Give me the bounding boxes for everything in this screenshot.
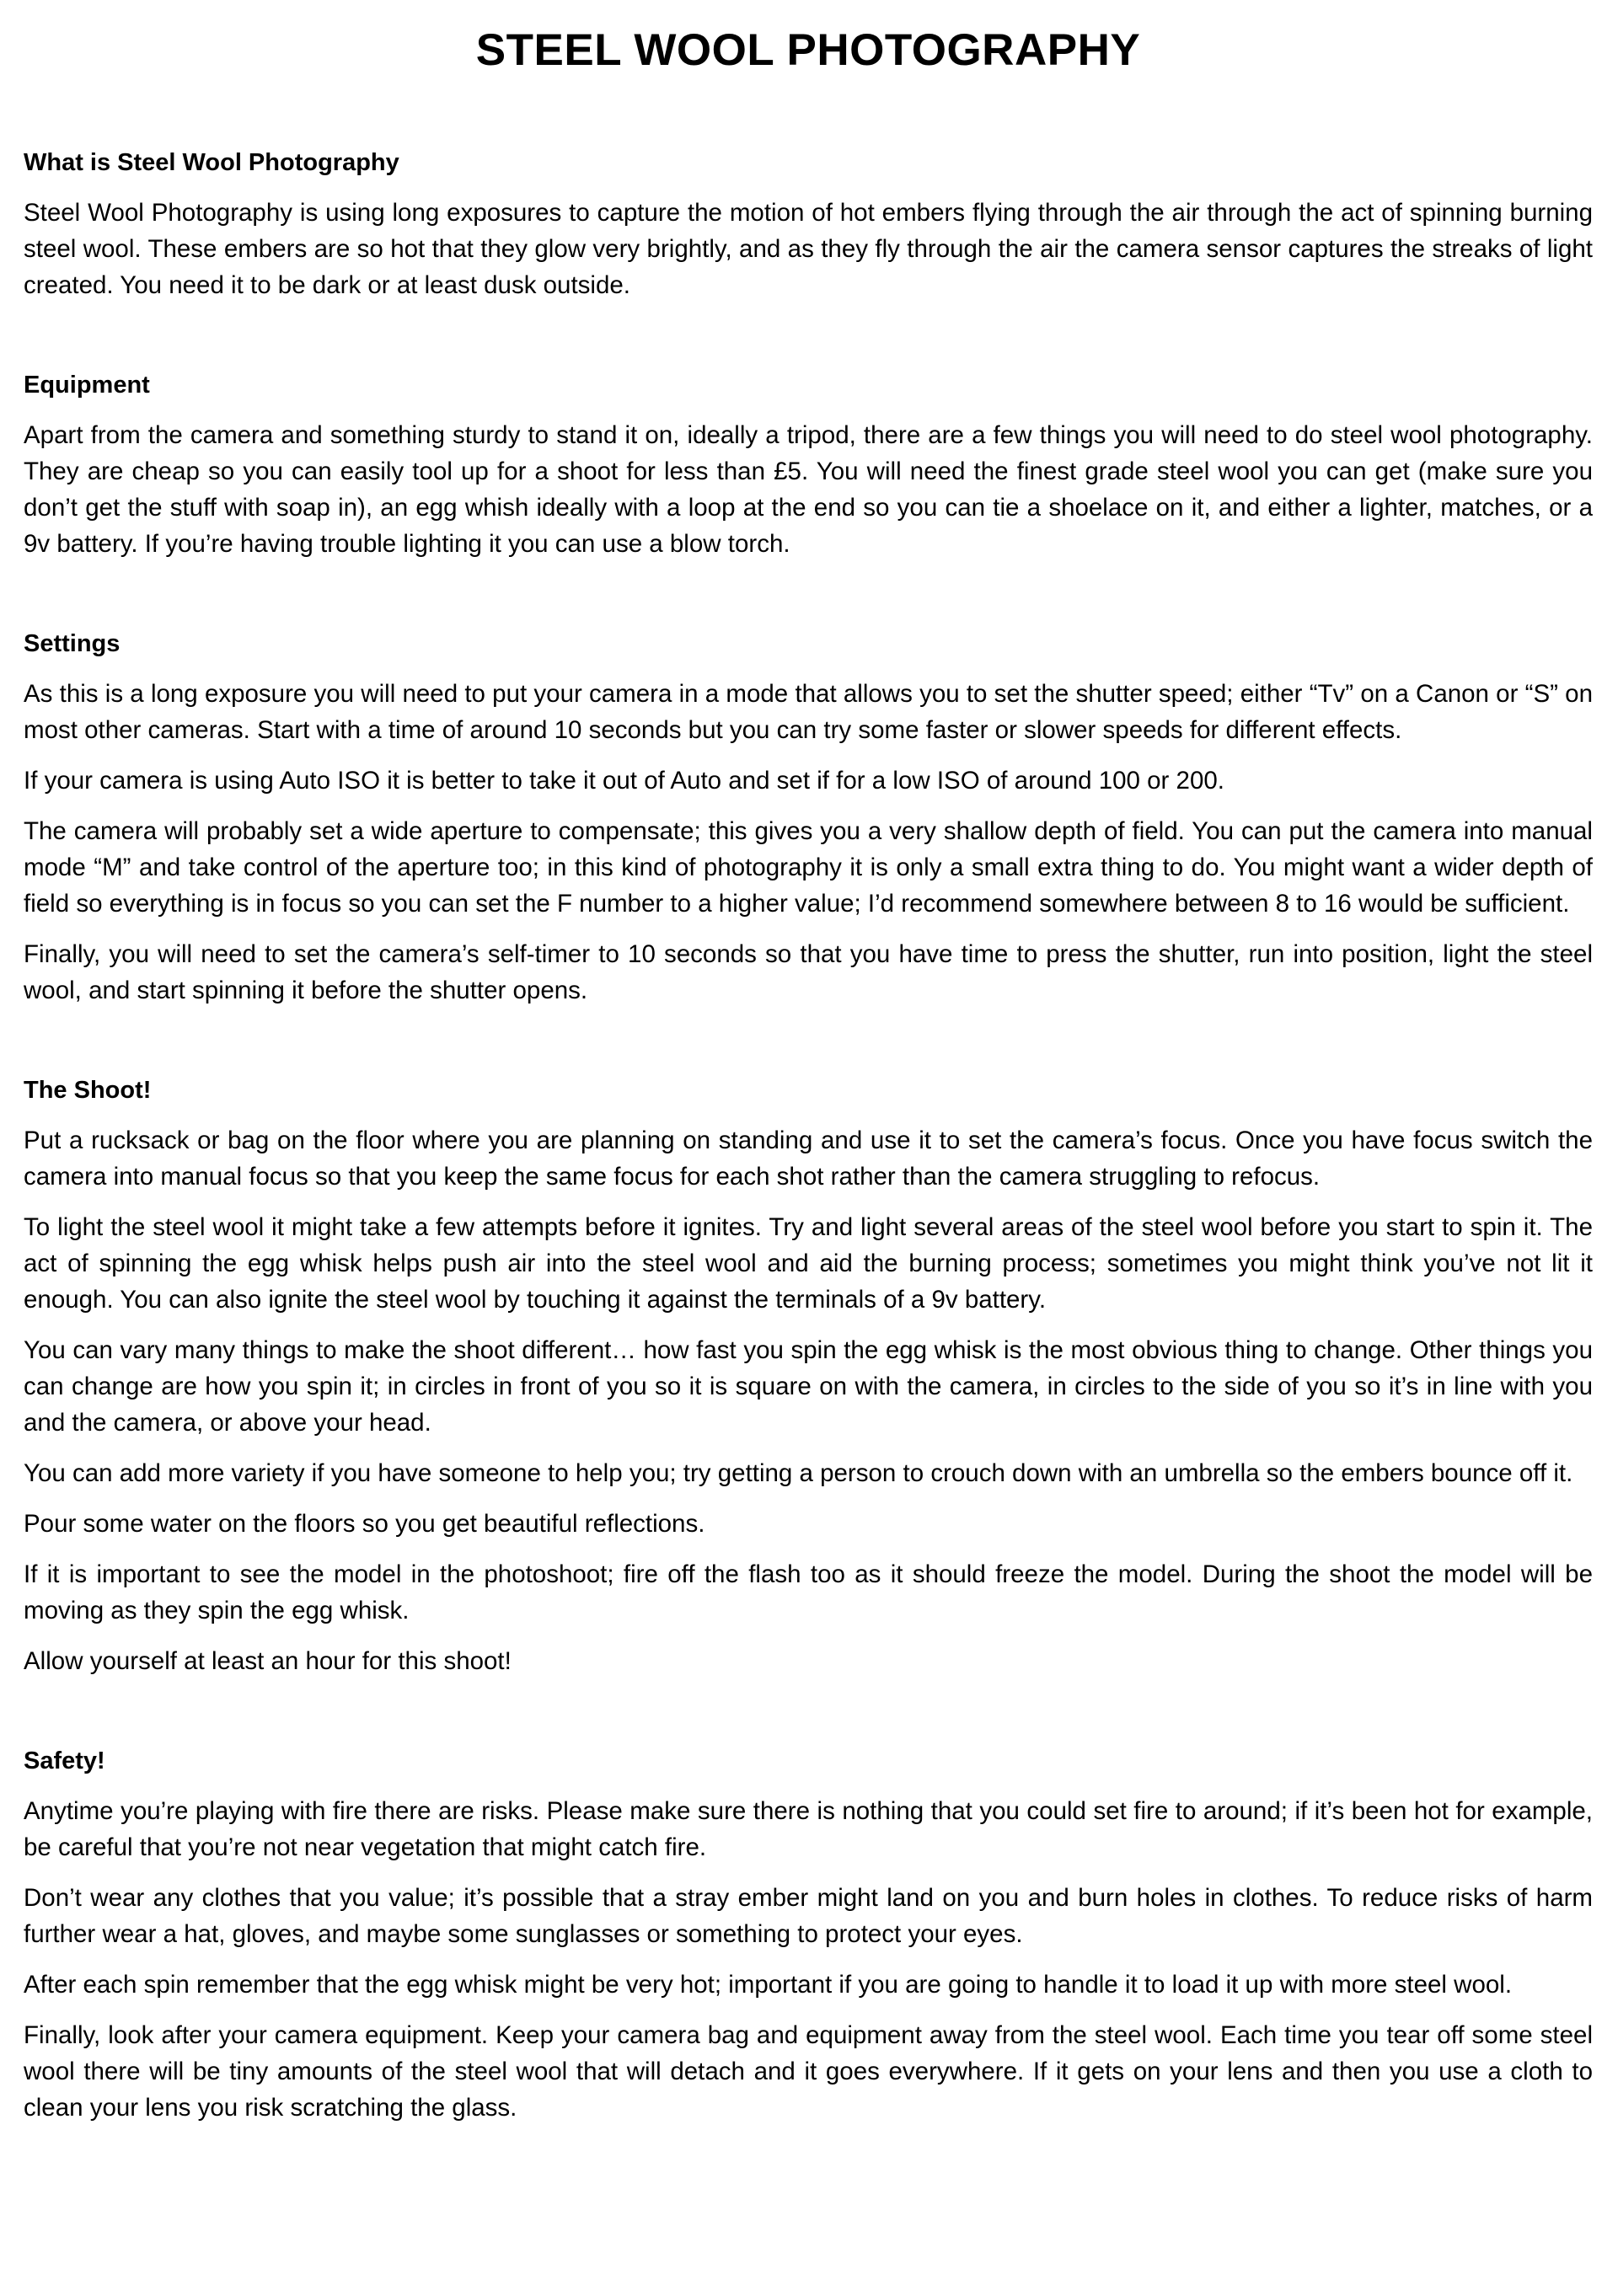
paragraph: The camera will probably set a wide aperture to compensate; this gives you a very shallow depth of field. You can put the camera into manual mode “M” and take control of the aperture too; in this kind of photography it is only a small extra thing to do. You might want a wider depth of field so everything is in focus so you can set the F number to a higher value; I’d recommend somewhere between 8 to 16 would be sufficient.: [24, 817, 1593, 918]
document-title: STEEL WOOL PHOTOGRAPHY: [475, 25, 1141, 75]
paragraph: Pour some water on the floors so you get beautiful reflections.: [24, 1510, 705, 1538]
paragraph: Anytime you’re playing with fire there are risks. Please make sure there is nothing that you could set fire to around; if it’s been hot for example, be careful that you’re not near vegetation that might catch fire.: [24, 1797, 1593, 1861]
paragraph: Steel Wool Photography is using long exposures to capture the motion of hot embers flying through the air through the act of spinning burning steel wool. These embers are so hot that they glow very brightly, and as they fly through the air the camera sensor captures the streaks of light created. You need it to be dark or at least dusk outside.: [24, 199, 1593, 299]
paragraph: If your camera is using Auto ISO it is better to take it out of Auto and set if for a low ISO of around 100 or 200.: [24, 767, 1224, 795]
paragraph: As this is a long exposure you will need to put your camera in a mode that allows you to set the shutter speed; either “Tv” on a Canon or “S” on most other cameras. Start with a time of around 10 seconds but you can try some faster or slower speeds for different effects.: [24, 680, 1593, 744]
section-safety: [24, 1743, 1593, 2126]
paragraph: You can vary many things to make the shoot different… how fast you spin the egg whisk is the most obvious thing to change. Other things you can change are how you spin it; in circles in front of you so it is square on with the camera, in circles to the side of you so it’s in line with you and the camera, or above your head.: [24, 1336, 1593, 1437]
paragraph: You can add more variety if you have someone to help you; try getting a person to crouch down with an umbrella so the embers bounce off it.: [24, 1459, 1573, 1487]
paragraph: To light the steel wool it might take a few attempts before it ignites. Try and light several areas of the steel wool before you start to spin it. The act of spinning the egg whisk helps push air into the steel wool and aid the burning process; sometimes you might think you’ve not lit it enough. You can also ignite the steel wool by touching it against the terminals of a 9v battery.: [24, 1213, 1593, 1314]
section-heading: The Shoot!: [24, 1077, 152, 1104]
paragraph: If it is important to see the model in the photoshoot; fire off the flash too as it should freeze the model. During the shoot the model will be moving as they spin the egg whisk.: [24, 1560, 1593, 1624]
paragraph: Finally, you will need to set the camera’s self-timer to 10 seconds so that you have time to press the shutter, run into position, light the steel wool, and start spinning it before the shutter opens.: [24, 940, 1593, 1004]
section-heading: Equipment: [24, 372, 150, 399]
paragraph: After each spin remember that the egg whisk might be very hot; important if you are going to handle it to load it up with more steel wool.: [24, 1971, 1513, 1999]
section-equipment: [24, 367, 1593, 562]
section-the-shoot: [24, 1073, 1593, 1679]
paragraph: Finally, look after your camera equipment. Keep your camera bag and equipment away from the steel wool. Each time you tear off some steel wool there will be tiny amounts of the steel wool that will detach and it goes everywhere. If it gets on your lens and then you use a cloth to clean your lens you risk scratching the glass.: [24, 2021, 1593, 2122]
section-settings: [24, 626, 1593, 1009]
document-page: [24, 0, 1593, 2126]
paragraph: Apart from the camera and something sturdy to stand it on, ideally a tripod, there are a few things you will need to do steel wool photography. They are cheap so you can easily tool up for a shoot for less than £5. You will need the finest grade steel wool you can get (make sure you don’t get the stuff with soap in), an egg whish ideally with a loop at the end so you can tie a shoelace on it, and either a lighter, matches, or a 9v battery. If you’re having trouble lighting it you can use a blow torch.: [24, 421, 1593, 558]
section-what-is-steel-wool: [24, 145, 1593, 303]
paragraph: Don’t wear any clothes that you value; it’s possible that a stray ember might land on you and burn holes in clothes. To reduce risks of harm further wear a hat, gloves, and maybe some sunglasses or something to protect your eyes.: [24, 1884, 1593, 1948]
section-heading: Settings: [24, 630, 121, 657]
paragraph: Allow yourself at least an hour for this shoot!: [24, 1647, 512, 1675]
section-heading: What is Steel Wool Photography: [24, 149, 399, 176]
paragraph: Put a rucksack or bag on the floor where you are planning on standing and use it to set the camera’s focus. Once you have focus switch the camera into manual focus so that you keep the same focus for each shot rather than the camera struggling to refocus.: [24, 1127, 1593, 1191]
section-heading: Safety!: [24, 1747, 105, 1774]
